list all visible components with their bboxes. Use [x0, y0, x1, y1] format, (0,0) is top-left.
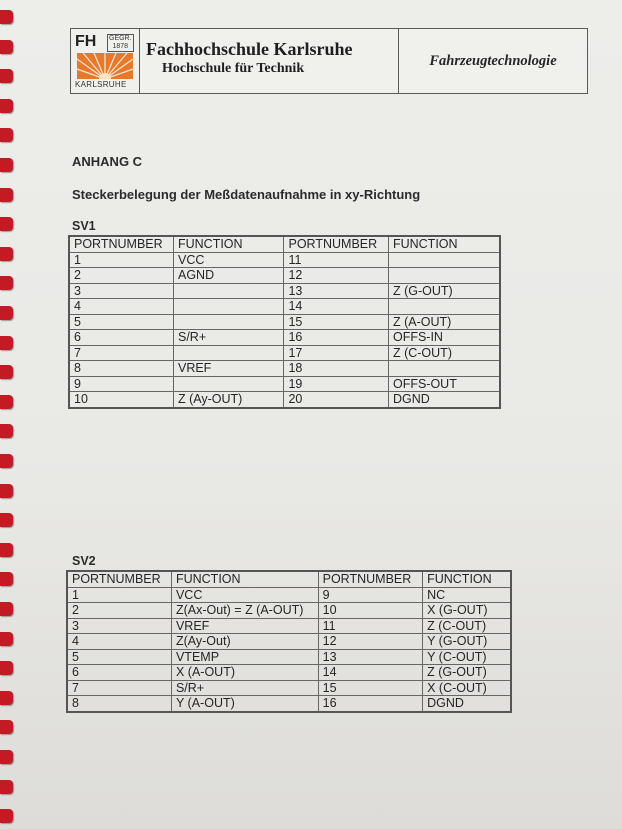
port-number-cell: 17	[284, 345, 388, 361]
institution-subtitle: Hochschule für Technik	[162, 61, 305, 76]
logo-founded-year: 1878	[112, 43, 129, 50]
function-cell: OFFS-OUT	[388, 376, 500, 392]
function-cell: Z (A-OUT)	[388, 314, 500, 330]
port-number-cell: 12	[318, 634, 422, 650]
sv1-pin-table	[68, 235, 501, 409]
function-cell	[173, 299, 284, 315]
port-number-cell: 11	[284, 252, 388, 268]
function-cell	[388, 361, 500, 377]
port-number-cell: 6	[67, 665, 171, 681]
port-number-cell: 9	[318, 587, 422, 603]
function-cell: Z(Ax-Out) = Z (A-OUT)	[171, 603, 318, 619]
section-title: Steckerbelegung der Meßdatenaufnahme in xy-Richtung	[72, 187, 421, 202]
function-cell	[173, 314, 284, 330]
function-cell	[388, 252, 500, 268]
port-number-cell: 4	[67, 634, 171, 650]
sv1-header-cell: PORTNUMBER	[284, 236, 388, 252]
table-row	[69, 361, 500, 377]
sv2-header-cell: FUNCTION	[171, 571, 318, 587]
binding-ring	[0, 99, 13, 113]
table-row	[67, 665, 511, 681]
function-cell: Z (Ay-OUT)	[173, 392, 284, 408]
sv2-header-cell: PORTNUMBER	[318, 571, 422, 587]
letterhead	[70, 28, 588, 94]
binding-ring	[0, 750, 13, 764]
logo-city: KARLSRUHE	[75, 80, 127, 89]
port-number-cell: 13	[318, 649, 422, 665]
function-cell: Z(Ay-Out)	[171, 634, 318, 650]
function-cell	[173, 376, 284, 392]
binding-ring	[0, 454, 13, 468]
function-cell	[388, 299, 500, 315]
port-number-cell: 7	[67, 680, 171, 696]
function-cell: X (C-OUT)	[423, 680, 511, 696]
sv1-header-cell: FUNCTION	[173, 236, 284, 252]
port-number-cell: 3	[69, 283, 173, 299]
sv1-label: SV1	[72, 219, 96, 233]
sv1-header-cell: PORTNUMBER	[69, 236, 173, 252]
binding-ring	[0, 513, 13, 527]
port-number-cell: 14	[284, 299, 388, 315]
port-number-cell: 10	[318, 603, 422, 619]
function-cell: Z (G-OUT)	[423, 665, 511, 681]
table-row	[67, 696, 511, 712]
binding-ring	[0, 128, 13, 142]
port-number-cell: 16	[318, 696, 422, 712]
port-number-cell: 8	[69, 361, 173, 377]
binding-ring	[0, 188, 13, 202]
function-cell: Y (C-OUT)	[423, 649, 511, 665]
sv2-header-cell: PORTNUMBER	[67, 571, 171, 587]
function-cell: S/R+	[171, 680, 318, 696]
port-number-cell: 7	[69, 345, 173, 361]
university-logo	[71, 29, 140, 93]
port-number-cell: 15	[318, 680, 422, 696]
binding-ring	[0, 543, 13, 557]
binding-ring	[0, 780, 13, 794]
table-row	[69, 345, 500, 361]
binding-ring	[0, 809, 13, 823]
port-number-cell: 3	[67, 618, 171, 634]
binding-ring	[0, 602, 13, 616]
function-cell: DGND	[388, 392, 500, 408]
logo-abbrev: FH	[75, 33, 97, 50]
binding-ring	[0, 217, 13, 231]
function-cell	[173, 283, 284, 299]
port-number-cell: 16	[284, 330, 388, 346]
port-number-cell: 1	[69, 252, 173, 268]
appendix-title: ANHANG C	[72, 154, 143, 169]
spiral-binding	[0, 0, 16, 829]
port-number-cell: 9	[69, 376, 173, 392]
logo-founded	[107, 34, 134, 52]
function-cell	[173, 345, 284, 361]
binding-ring	[0, 572, 13, 586]
binding-ring	[0, 661, 13, 675]
port-number-cell: 6	[69, 330, 173, 346]
binding-ring	[0, 424, 13, 438]
port-number-cell: 5	[69, 314, 173, 330]
function-cell: Z (G-OUT)	[388, 283, 500, 299]
function-cell: VREF	[171, 618, 318, 634]
binding-ring	[0, 306, 13, 320]
function-cell: AGND	[173, 268, 284, 284]
port-number-cell: 1	[67, 587, 171, 603]
logo-founded-label: GEGR.	[109, 35, 132, 42]
port-number-cell: 15	[284, 314, 388, 330]
table-row	[67, 603, 511, 619]
table-row	[67, 680, 511, 696]
function-cell: NC	[423, 587, 511, 603]
function-cell: DGND	[423, 696, 511, 712]
table-row	[69, 314, 500, 330]
table-row	[67, 587, 511, 603]
port-number-cell: 14	[318, 665, 422, 681]
binding-ring	[0, 336, 13, 350]
binding-ring	[0, 691, 13, 705]
function-cell: VREF	[173, 361, 284, 377]
function-cell	[388, 268, 500, 284]
port-number-cell: 12	[284, 268, 388, 284]
table-row	[69, 268, 500, 284]
sunburst-icon	[77, 53, 133, 79]
function-cell: OFFS-IN	[388, 330, 500, 346]
binding-ring	[0, 484, 13, 498]
binding-ring	[0, 40, 13, 54]
table-row	[67, 618, 511, 634]
port-number-cell: 19	[284, 376, 388, 392]
binding-ring	[0, 720, 13, 734]
port-number-cell: 18	[284, 361, 388, 377]
table-row	[69, 252, 500, 268]
institution-block	[140, 29, 399, 93]
binding-ring	[0, 276, 13, 290]
table-row	[67, 634, 511, 650]
port-number-cell: 8	[67, 696, 171, 712]
function-cell: Y (A-OUT)	[171, 696, 318, 712]
port-number-cell: 20	[284, 392, 388, 408]
table-row	[69, 330, 500, 346]
table-row	[69, 299, 500, 315]
sv1-header-cell: FUNCTION	[388, 236, 500, 252]
sv2-header-cell: FUNCTION	[423, 571, 511, 587]
table-row	[69, 283, 500, 299]
binding-ring	[0, 247, 13, 261]
function-cell: VTEMP	[171, 649, 318, 665]
table-row	[69, 392, 500, 408]
port-number-cell: 10	[69, 392, 173, 408]
port-number-cell: 13	[284, 283, 388, 299]
table-row	[67, 649, 511, 665]
function-cell: X (G-OUT)	[423, 603, 511, 619]
port-number-cell: 2	[67, 603, 171, 619]
binding-ring	[0, 365, 13, 379]
function-cell: VCC	[171, 587, 318, 603]
port-number-cell: 5	[67, 649, 171, 665]
function-cell: VCC	[173, 252, 284, 268]
function-cell: X (A-OUT)	[171, 665, 318, 681]
function-cell: S/R+	[173, 330, 284, 346]
port-number-cell: 11	[318, 618, 422, 634]
institution-name: Fachhochschule Karlsruhe	[146, 39, 353, 59]
sv2-pin-table	[66, 570, 512, 713]
binding-ring	[0, 10, 13, 24]
port-number-cell: 4	[69, 299, 173, 315]
department-name: Fahrzeugtechnologie	[429, 52, 557, 69]
binding-ring	[0, 69, 13, 83]
sv2-label: SV2	[72, 554, 96, 568]
function-cell: Z (C-OUT)	[388, 345, 500, 361]
binding-ring	[0, 158, 13, 172]
function-cell: Z (C-OUT)	[423, 618, 511, 634]
binding-ring	[0, 632, 13, 646]
binding-ring	[0, 395, 13, 409]
port-number-cell: 2	[69, 268, 173, 284]
table-row	[69, 376, 500, 392]
function-cell: Y (G-OUT)	[423, 634, 511, 650]
